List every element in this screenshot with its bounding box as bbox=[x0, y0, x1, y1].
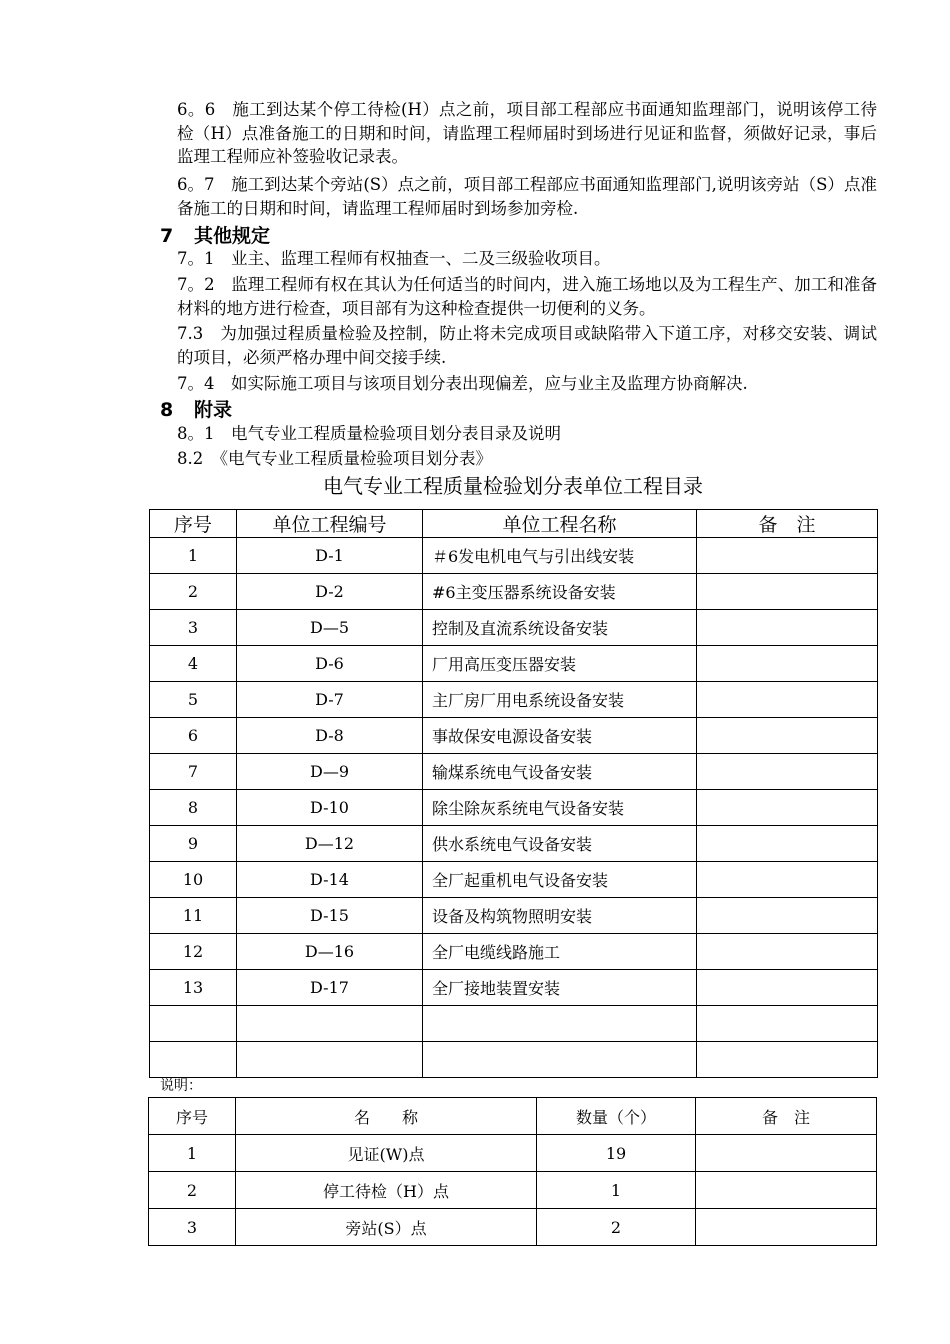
unit-project-table bbox=[149, 509, 878, 1078]
section-title: 附录 bbox=[194, 399, 233, 421]
table-row bbox=[149, 1172, 877, 1209]
table-cell: D—9 bbox=[237, 754, 423, 790]
table-cell: 厂用高压变压器安装 bbox=[423, 646, 697, 682]
table-cell bbox=[423, 1006, 697, 1042]
table-row bbox=[150, 970, 878, 1006]
table-cell: 控制及直流系统设备安装 bbox=[423, 610, 697, 646]
table-cell: D-15 bbox=[237, 898, 423, 934]
header-cell: 数量（个） bbox=[537, 1098, 696, 1135]
paragraph-7-1: 7。1 业主、监理工程师有权抽查一、二及三级验收项目。 bbox=[177, 249, 611, 268]
table-cell bbox=[697, 538, 878, 574]
table-cell: 9 bbox=[150, 826, 237, 862]
paragraph-6-7: 6。7 施工到达某个旁站(S）点之前，项目部工程部应书面通知监理部门,说明该旁站（S）点准备施工的日期和时间，请监理工程师届时到场参加旁检. bbox=[177, 175, 877, 218]
paragraph-7-2: 7。2 监理工程师有权在其认为任何适当的时间内，进入施工场地以及为工程生产、加工和准备材料的地方进行检查，项目部有为这种检查提供一切便利的义务。 bbox=[177, 275, 877, 318]
section-heading-8 bbox=[160, 398, 232, 422]
table-cell bbox=[697, 646, 878, 682]
table-row bbox=[150, 754, 878, 790]
table-cell bbox=[696, 1135, 877, 1172]
table-cell: 2 bbox=[150, 574, 237, 610]
table-cell: D—16 bbox=[237, 934, 423, 970]
table-cell: ＃6发电机电气与引出线安装 bbox=[423, 538, 697, 574]
table-cell: 主厂房厂用电系统设备安装 bbox=[423, 682, 697, 718]
table-cell: 3 bbox=[150, 610, 237, 646]
paragraph-7-4: 7。4 如实际施工项目与该项目划分表出现偏差，应与业主及监理方协商解决. bbox=[177, 374, 748, 393]
table-cell: 旁站(S）点 bbox=[236, 1209, 537, 1246]
paragraph-6-6: 6。6 施工到达某个停工待检(H）点之前，项目部工程部应书面通知监理部门，说明该停工待检（H）点准备施工的日期和时间，请监理工程师届时到场进行见证和监督，须做好记录，事后监理工程师应补签验收记录表。 bbox=[177, 100, 877, 166]
table-cell: 设备及构筑物照明安装 bbox=[423, 898, 697, 934]
section-title: 其他规定 bbox=[194, 225, 271, 247]
paragraph-8-2: 8.2 《电气专业工程质量检验项目划分表》 bbox=[177, 449, 492, 468]
paragraph-8-1: 8。1 电气专业工程质量检验项目划分表目录及说明 bbox=[177, 424, 561, 443]
header-cell: 序号 bbox=[150, 510, 237, 538]
table-cell: D-14 bbox=[237, 862, 423, 898]
paragraph-7-3: 7.3 为加强过程质量检验及控制，防止将未完成项目或缺陷带入下道工序，对移交安装、调试的项目，必须严格办理中间交接手续. bbox=[177, 324, 877, 367]
table-cell bbox=[697, 862, 878, 898]
table-cell: D-1 bbox=[237, 538, 423, 574]
table-cell: 10 bbox=[150, 862, 237, 898]
table-cell: #6主变压器系统设备安装 bbox=[423, 574, 697, 610]
table-cell bbox=[697, 682, 878, 718]
note-label: 说明： bbox=[160, 1078, 202, 1094]
table-cell: D-17 bbox=[237, 970, 423, 1006]
table-cell: 6 bbox=[150, 718, 237, 754]
table-cell bbox=[150, 1042, 237, 1078]
table-row bbox=[150, 826, 878, 862]
table-cell: 13 bbox=[150, 970, 237, 1006]
table-row bbox=[150, 718, 878, 754]
table-cell: 事故保安电源设备安装 bbox=[423, 718, 697, 754]
table-header-row bbox=[149, 1098, 877, 1135]
table-cell: D-7 bbox=[237, 682, 423, 718]
table-row bbox=[150, 682, 878, 718]
header-cell: 序号 bbox=[149, 1098, 236, 1135]
table-cell: D-6 bbox=[237, 646, 423, 682]
table-cell: 全厂起重机电气设备安装 bbox=[423, 862, 697, 898]
table-cell: 停工待检（H）点 bbox=[236, 1172, 537, 1209]
table-cell bbox=[697, 970, 878, 1006]
table-row bbox=[150, 790, 878, 826]
table-row bbox=[150, 934, 878, 970]
table-cell bbox=[696, 1172, 877, 1209]
table-cell: 2 bbox=[537, 1209, 696, 1246]
table-cell bbox=[697, 898, 878, 934]
table-cell: D-8 bbox=[237, 718, 423, 754]
table-cell: D—5 bbox=[237, 610, 423, 646]
table-cell: 1 bbox=[149, 1135, 236, 1172]
table-row bbox=[150, 1006, 878, 1042]
table-cell bbox=[697, 934, 878, 970]
table-cell: 全厂接地装置安装 bbox=[423, 970, 697, 1006]
table-cell bbox=[696, 1209, 877, 1246]
table-cell bbox=[697, 1006, 878, 1042]
table-cell bbox=[697, 610, 878, 646]
table-cell bbox=[697, 790, 878, 826]
header-cell: 名 称 bbox=[236, 1098, 537, 1135]
table-cell: 除尘除灰系统电气设备安装 bbox=[423, 790, 697, 826]
table-caption: 电气专业工程质量检验划分表单位工程目录 bbox=[323, 474, 703, 498]
table-cell: 12 bbox=[150, 934, 237, 970]
table-row bbox=[150, 1042, 878, 1078]
section-heading-7 bbox=[160, 224, 270, 248]
table-cell bbox=[697, 574, 878, 610]
header-cell: 备 注 bbox=[697, 510, 878, 538]
table-cell: 3 bbox=[149, 1209, 236, 1246]
table-cell: 全厂电缆线路施工 bbox=[423, 934, 697, 970]
table-cell bbox=[697, 826, 878, 862]
table-cell: D-2 bbox=[237, 574, 423, 610]
table-cell: 5 bbox=[150, 682, 237, 718]
table-cell bbox=[423, 1042, 697, 1078]
table-cell bbox=[237, 1006, 423, 1042]
table-header-row bbox=[150, 510, 878, 538]
section-number: 7 bbox=[160, 225, 174, 247]
table-cell: 8 bbox=[150, 790, 237, 826]
table-cell: 7 bbox=[150, 754, 237, 790]
inspection-point-summary-table bbox=[148, 1097, 877, 1246]
table-cell: 输煤系统电气设备安装 bbox=[423, 754, 697, 790]
table-row bbox=[150, 610, 878, 646]
table-cell bbox=[697, 718, 878, 754]
table-cell bbox=[697, 1042, 878, 1078]
table-row bbox=[150, 862, 878, 898]
table-cell: 2 bbox=[149, 1172, 236, 1209]
table-cell bbox=[697, 754, 878, 790]
table-cell: 见证(W)点 bbox=[236, 1135, 537, 1172]
table-cell: 19 bbox=[537, 1135, 696, 1172]
header-cell: 单位工程编号 bbox=[237, 510, 423, 538]
table-cell: 4 bbox=[150, 646, 237, 682]
table-cell: D—12 bbox=[237, 826, 423, 862]
table-row bbox=[149, 1209, 877, 1246]
header-cell: 单位工程名称 bbox=[423, 510, 697, 538]
table-row bbox=[150, 898, 878, 934]
table-row bbox=[150, 574, 878, 610]
table-cell bbox=[237, 1042, 423, 1078]
table-cell bbox=[150, 1006, 237, 1042]
header-cell: 备 注 bbox=[696, 1098, 877, 1135]
section-number: 8 bbox=[160, 399, 174, 421]
table-row bbox=[149, 1135, 877, 1172]
table-cell: 供水系统电气设备安装 bbox=[423, 826, 697, 862]
table-cell: 1 bbox=[537, 1172, 696, 1209]
table-row bbox=[150, 646, 878, 682]
table-row bbox=[150, 538, 878, 574]
table-cell: 11 bbox=[150, 898, 237, 934]
table-cell: D-10 bbox=[237, 790, 423, 826]
table-cell: 1 bbox=[150, 538, 237, 574]
